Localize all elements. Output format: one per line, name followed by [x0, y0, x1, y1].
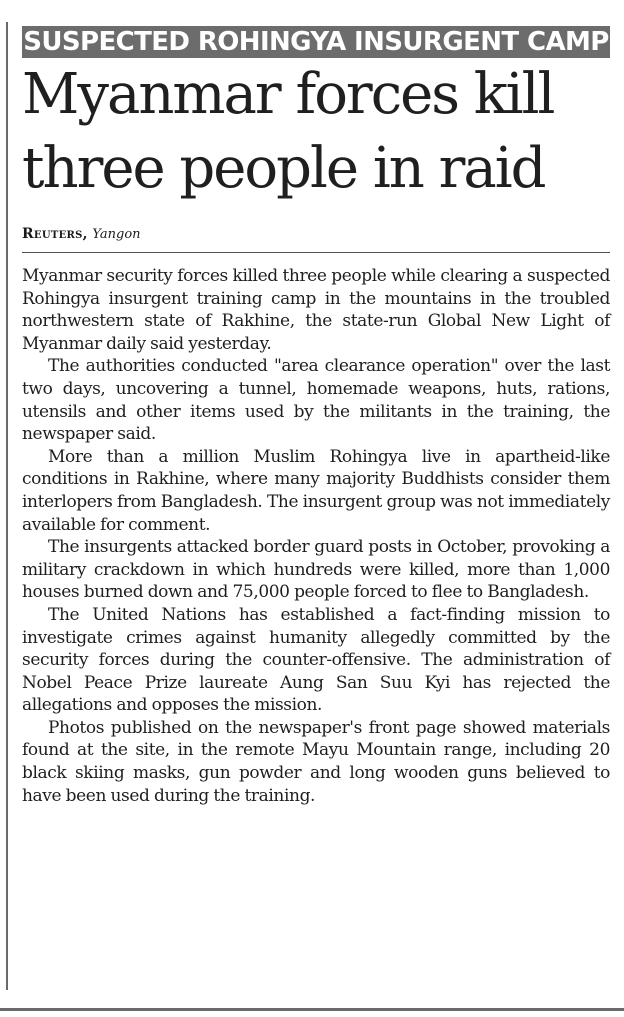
kicker-banner: SUSPECTED ROHINGYA INSURGENT CAMP: [23, 27, 609, 57]
byline-divider: [22, 252, 610, 253]
headline: [22, 58, 614, 206]
paragraph-4: The insurgents attacked border guard posts in October, provoking a military crackdown in which hundreds were killed, more than 1,000 houses burned down and 75,000 people forced to flee to Bangladesh.: [22, 537, 610, 603]
headline-line-1: Myanmar forces kill: [22, 62, 554, 127]
byline-place: Yangon: [92, 227, 141, 242]
paragraph-5: The United Nations has established a fact-finding mission to investigate crimes against humanity allegedly committed by the security forces during the counter-offensive. The administration of Nobel Peace Prize laureate Aung San Suu Kyi has rejected the allegations and opposes the mission.: [22, 604, 610, 716]
paragraph-6: Photos published on the newspaper's front page showed materials found at the site, in the remote Mayu Mountain range, including 20 black skiing masks, gun powder and long wooden guns believed to have been used during the training.: [22, 717, 610, 806]
paragraph-1: Myanmar security forces killed three people while clearing a suspected Rohingya insurgent training camp in the mountains in the troubled northwestern state of Rakhine, the state-run Global New Light of Myanmar daily said yesterday.: [22, 266, 610, 354]
bottom-divider: [0, 1008, 624, 1011]
byline-agency: Reuters,: [22, 226, 88, 242]
paragraph-2: The authorities conducted "area clearance operation" over the last two days, uncovering a tunnel, homemade weapons, huts, rations, utensils and other items used by the militants in the training, the newspaper said.: [22, 356, 610, 445]
column-left-rule: [6, 22, 8, 990]
byline: [22, 225, 141, 244]
article-body: [22, 265, 610, 807]
paragraph-3: More than a million Muslim Rohingya live in apartheid-like conditions in Rakhine, where many majority Buddhists consider them interlopers from Bangladesh. The insurgent group was not immediately available for comment.: [22, 446, 610, 535]
headline-line-2: three people in raid: [22, 136, 545, 201]
